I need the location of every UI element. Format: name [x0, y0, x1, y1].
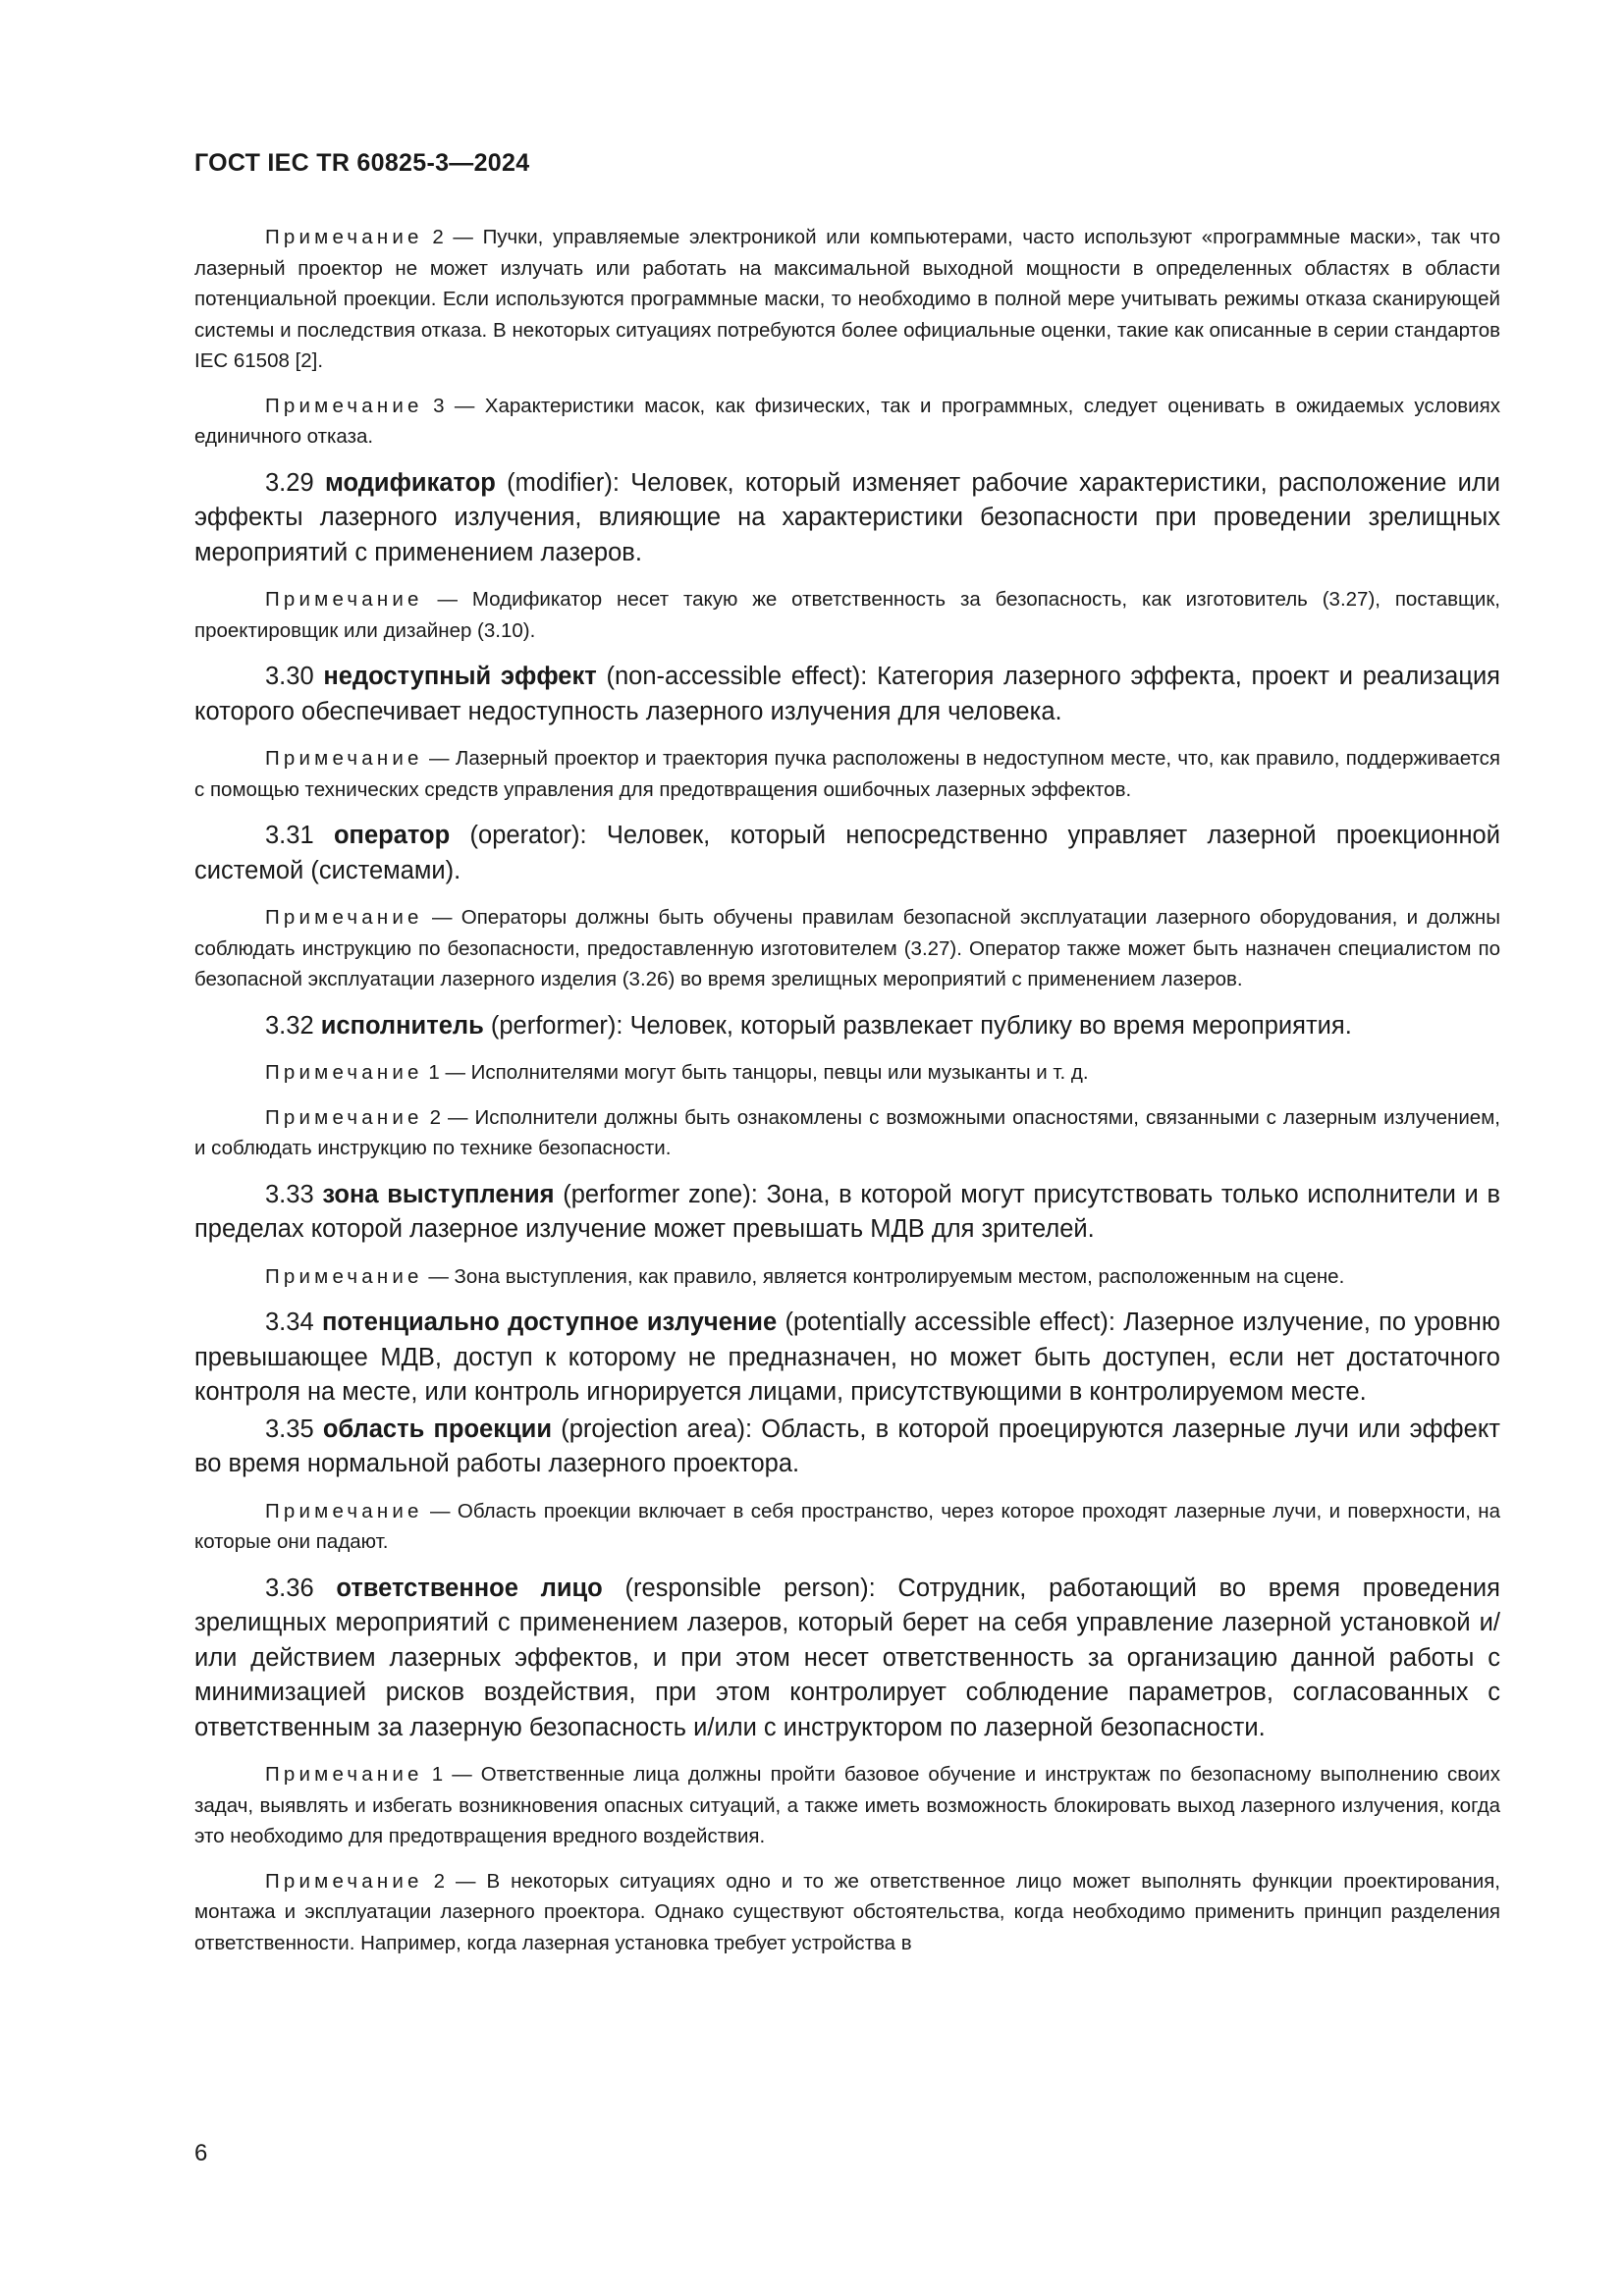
- term-number: 3.33: [265, 1180, 314, 1208]
- term-definition: [194, 1009, 1500, 1044]
- note-paragraph: [194, 1866, 1500, 1959]
- term-text: Человек, который развлекает публику во время мероприятия.: [629, 1011, 1352, 1040]
- term-text: Лазерное излучение, по уровню превышающее МДВ, доступ к которому не предназначен, но может быть доступен, если нет достаточного контроля на месте, или контроль игнорируется лицами, присутствующими в контролируемом месте.: [194, 1308, 1500, 1406]
- term-name: оператор: [333, 822, 451, 849]
- term-english: (non-accessible effect):: [606, 663, 868, 690]
- note-number: 2: [422, 226, 444, 248]
- term-text: Категория лазерного эффекта, проект и реализация которого обеспечивает недоступность лазерного излучения для человека.: [194, 663, 1500, 725]
- note-text: — Модификатор несет такую же ответственность за безопасность, как изготовитель (3.27), поставщик, проектировщик или дизайнер (3.10).: [194, 588, 1500, 642]
- term-definition: [194, 1572, 1500, 1746]
- term-text: Зона, в которой могут присутствовать только исполнители и в пределах которой лазерное излучение может превышать МДВ для зрителей.: [194, 1180, 1501, 1243]
- term-name: потенциально доступное излучение: [321, 1308, 778, 1336]
- note-paragraph: [194, 222, 1500, 377]
- term-english: (modifier):: [507, 468, 620, 497]
- note-label: Примечание: [265, 1264, 423, 1288]
- note-text: — Ответственные лица должны пройти базовое обучение и инструктаж по безопасному выполнению своих задач, выявлять и избегать возникновения опасных ситуаций, а также иметь возможность блокировать выход лазерного излучения, когда это необходимо для предотвращения вредного воздействия.: [194, 1763, 1500, 1847]
- term-definition: [194, 1178, 1500, 1248]
- term-number: 3.30: [265, 663, 314, 690]
- note-label: Примечание: [265, 1061, 423, 1084]
- note-text: — Пучки, управляемые электроникой или компьютерами, часто используют «программные маски», так что лазерный проектор не может излучать или работать на максимальной выходной мощности в определенных областях в области потенциальной проекции. Если используются программные маски, то необходимо в полной мере учитывать режимы отказа сканирующей системы и последствия отказа. В некоторых ситуациях потребуются более официальные оценки, такие как описанные в серии стандартов IEC 61508 [2].: [194, 226, 1500, 372]
- term-name: зона выступления: [322, 1180, 555, 1208]
- term-definition: [194, 1306, 1500, 1411]
- note-paragraph: [194, 1496, 1500, 1558]
- note-number: 2: [422, 1105, 442, 1129]
- note-number: 1: [422, 1763, 444, 1786]
- note-number: 1: [422, 1061, 440, 1084]
- note-text: — Исполнителями могут быть танцоры, певцы или музыканты и т. д.: [439, 1061, 1089, 1084]
- term-english: (performer):: [490, 1011, 623, 1040]
- note-label: Примечание: [265, 588, 423, 611]
- term-number: 3.34: [265, 1308, 314, 1336]
- term-english: (potentially accessible effect):: [785, 1308, 1115, 1336]
- note-text: — Лазерный проектор и траектория пучка расположены в недоступном месте, что, как правило, поддерживается с помощью технических средств управления для предотвращения ошибочных лазерных эффектов.: [194, 747, 1500, 801]
- note-text: — Характеристики масок, как физических, так и программных, следует оценивать в ожидаемых условиях единичного отказа.: [194, 394, 1500, 448]
- note-text: — Область проекции включает в себя пространство, через которое проходят лазерные лучи, и поверхности, на которые они падают.: [194, 1499, 1500, 1553]
- note-paragraph: [194, 1759, 1500, 1852]
- note-label: Примечание: [265, 1763, 423, 1786]
- note-paragraph: [194, 1261, 1500, 1293]
- document-body: [194, 222, 1500, 1972]
- term-number: 3.35: [265, 1415, 314, 1443]
- term-name: область проекции: [322, 1415, 552, 1443]
- note-label: Примечание: [265, 747, 423, 770]
- note-text: — Зона выступления, как правило, является контролируемым местом, расположенным на сцене.: [422, 1264, 1345, 1288]
- term-number: 3.32: [265, 1011, 314, 1040]
- term-text: Человек, который изменяет рабочие характеристики, расположение или эффекты лазерного излучения, влияющие на характеристики безопасности при проведении зрелищных мероприятий с применением лазеров.: [194, 468, 1500, 566]
- term-number: 3.29: [265, 468, 314, 497]
- note-text: — В некоторых ситуациях одно и то же ответственное лицо может выполнять функции проектирования, монтажа и эксплуатации лазерного проектора. Однако существуют обстоятельства, когда необходимо применить принцип разделения ответственности. Например, когда лазерная установка требует устройства в: [194, 1869, 1500, 1954]
- term-english: (performer zone):: [563, 1180, 758, 1208]
- note-number: 3: [422, 394, 445, 417]
- term-definition: [194, 660, 1500, 729]
- note-label: Примечание: [265, 1105, 423, 1129]
- term-text: Область, в которой проецируются лазерные лучи или эффект во время нормальной работы лазерного проектора.: [194, 1415, 1500, 1477]
- note-label: Примечание: [265, 226, 423, 248]
- note-paragraph: [194, 902, 1500, 995]
- term-definition: [194, 466, 1500, 571]
- term-name: модификатор: [324, 468, 496, 497]
- term-english: (projection area):: [561, 1415, 753, 1443]
- document-header: ГОСТ IEC TR 60825-3—2024: [194, 149, 530, 177]
- note-text: — Операторы должны быть обучены правилам безопасной эксплуатации лазерного оборудования, и должны соблюдать инструкцию по безопасности, предоставленную изготовителем (3.27). Оператор также может быть назначен специалистом по безопасной эксплуатации лазерного изделия (3.26) во время зрелищных мероприятий с применением лазеров.: [194, 906, 1500, 990]
- note-label: Примечание: [265, 394, 423, 417]
- note-label: Примечание: [265, 1499, 423, 1522]
- note-paragraph: [194, 584, 1500, 646]
- page-number: 6: [194, 2140, 208, 2166]
- note-paragraph: [194, 1102, 1500, 1164]
- note-paragraph: [194, 1057, 1500, 1089]
- term-english: (operator):: [469, 822, 587, 849]
- note-text: — Исполнители должны быть ознакомлены с возможными опасностями, связанными с лазерным излучением, и соблюдать инструкцию по технике безопасности.: [194, 1105, 1500, 1159]
- term-number: 3.31: [265, 822, 314, 849]
- term-name: исполнитель: [320, 1011, 484, 1040]
- note-label: Примечание: [265, 906, 423, 929]
- term-text: Сотрудник, работающий во время проведения зрелищных мероприятий с применением лазеров, который берет на себя управление лазерной установкой и/или действием лазерных эффектов, и при этом несет ответственность за организацию данной работы с минимизацией рисков воздействия, при этом контролирует соблюдение параметров, согласованных с ответственным за лазерную безопасность и/или с инструктором по лазерной безопасности.: [194, 1574, 1500, 1741]
- term-name: ответственное лицо: [336, 1574, 603, 1602]
- note-paragraph: [194, 391, 1500, 453]
- term-number: 3.36: [265, 1574, 314, 1602]
- term-name: недоступный эффект: [323, 663, 597, 690]
- note-label: Примечание: [265, 1869, 423, 1893]
- term-definition: [194, 819, 1500, 888]
- term-definition: [194, 1413, 1500, 1482]
- note-paragraph: [194, 743, 1500, 805]
- note-number: 2: [422, 1869, 446, 1893]
- term-text: Человек, который непосредственно управляет лазерной проекционной системой (системами).: [194, 822, 1500, 884]
- term-english: (responsible person):: [624, 1574, 876, 1602]
